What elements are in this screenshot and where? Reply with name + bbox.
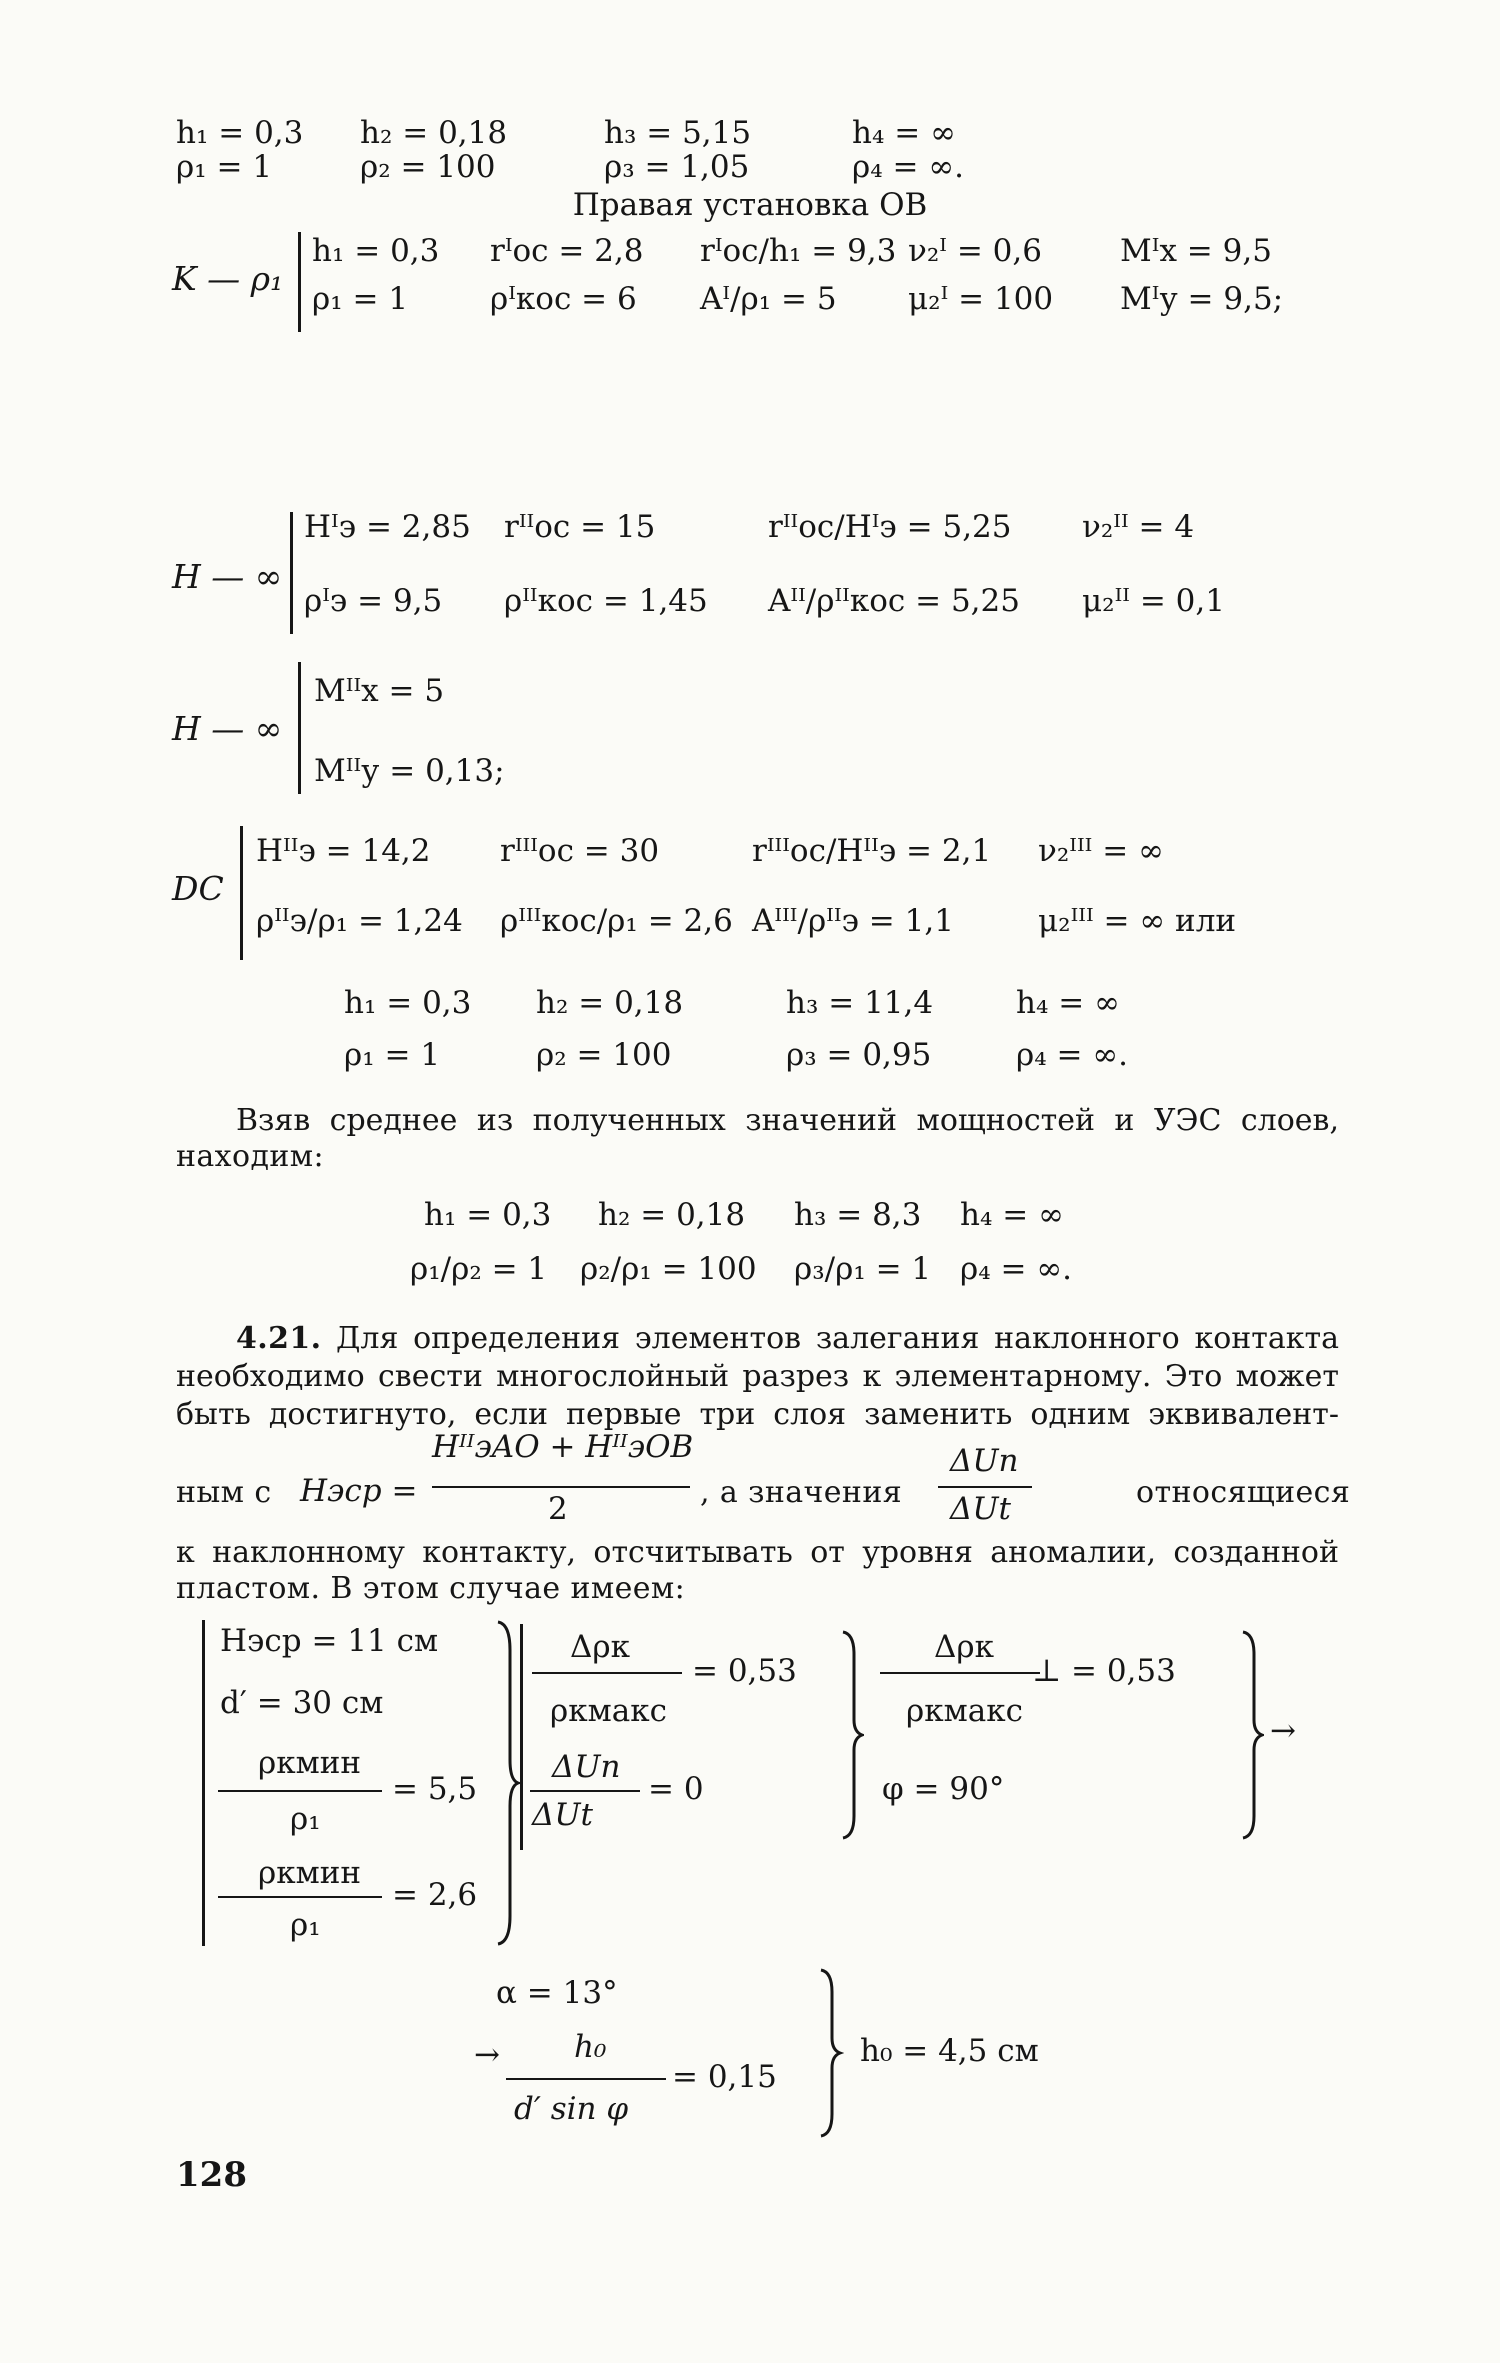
result-frac-num: h₀ bbox=[574, 2029, 607, 2065]
heq-label: Hэср = bbox=[300, 1473, 418, 1509]
heq-frac-den: 2 bbox=[548, 1491, 568, 1527]
result-frac-val: = 0,15 bbox=[672, 2059, 777, 2095]
sys-a-f1-line bbox=[218, 1790, 382, 1792]
sys-b-f2-val: = 0 bbox=[648, 1771, 704, 1807]
result-frac-line bbox=[506, 2078, 666, 2080]
group-dc-label: DC bbox=[172, 869, 224, 908]
k-a-rho1: Aᴵ/ρ₁ = 5 bbox=[700, 281, 837, 317]
h1-rhokoc: ρᴵᴵкос = 1,45 bbox=[504, 583, 708, 619]
k-rhokoc: ρᴵкос = 6 bbox=[490, 281, 637, 317]
avg-text-line2: находим: bbox=[176, 1139, 324, 1174]
arrow-right-1: → bbox=[1270, 1713, 1296, 1749]
avg-h2: h₂ = 0,18 bbox=[598, 1197, 746, 1233]
heq-frac-line bbox=[432, 1486, 690, 1488]
avg-rho2-rho1: ρ₂/ρ₁ = 100 bbox=[580, 1251, 757, 1287]
top-rho3: ρ₃ = 1,05 bbox=[604, 149, 750, 185]
group-h1-bar bbox=[290, 512, 293, 634]
section-line1: Для определения элементов залегания наклонного контакта bbox=[336, 1321, 1339, 1356]
section-line2: необходимо свести многослойный разрез к элементарному. Это может bbox=[176, 1359, 1339, 1394]
dc-roc-he: rᴵᴵᴵос/Hᴵᴵэ = 2,1 bbox=[752, 833, 992, 869]
avg-h4: h₄ = ∞ bbox=[960, 1197, 1064, 1233]
k-h1: h₁ = 0,3 bbox=[312, 233, 440, 269]
h1-mu2: μ₂ᴵᴵ = 0,1 bbox=[1082, 583, 1225, 619]
or-h4: h₄ = ∞ bbox=[1016, 985, 1120, 1021]
dc-mu2: μ₂ᴵᴵᴵ = ∞ или bbox=[1038, 903, 1237, 939]
k-roc-h1: rᴵос/h₁ = 9,3 bbox=[700, 233, 897, 269]
result-h0: h₀ = 4,5 см bbox=[860, 2033, 1039, 2069]
group-h2-label: H — ∞ bbox=[172, 709, 283, 748]
section-mid: , а значения bbox=[700, 1475, 903, 1510]
avg-rho3-rho1: ρ₃/ρ₁ = 1 bbox=[794, 1251, 932, 1287]
sys-c-f1-num: Δρк bbox=[934, 1629, 994, 1665]
avg-rho4: ρ₄ = ∞. bbox=[960, 1251, 1073, 1287]
dc-rhokoc-rho1: ρᴵᴵᴵкос/ρ₁ = 2,6 bbox=[500, 903, 733, 939]
sys-b-f1-num: Δρк bbox=[570, 1629, 630, 1665]
group-h1-label-real: H — ∞ bbox=[172, 557, 283, 596]
or-rho1: ρ₁ = 1 bbox=[344, 1037, 441, 1073]
avg-rho1-rho2: ρ₁/ρ₂ = 1 bbox=[410, 1251, 548, 1287]
result-brace bbox=[818, 1968, 844, 2138]
k-mu2: μ₂ᴵ = 100 bbox=[908, 281, 1054, 317]
sys-c-f1-val: ⊥ = 0,53 bbox=[1032, 1653, 1176, 1689]
sys-c-f1-den: ρкмакс bbox=[906, 1693, 1023, 1729]
du-den: ΔUt bbox=[950, 1491, 1011, 1527]
sys-c-f1-line bbox=[880, 1672, 1040, 1674]
sys-b-f1-line bbox=[532, 1672, 682, 1674]
system-a-right-brace bbox=[494, 1620, 520, 1946]
k-nu2: ν₂ᴵ = 0,6 bbox=[908, 233, 1042, 269]
h2-my: Mᴵᴵу = 0,13; bbox=[314, 753, 505, 789]
sys-a-d: d′ = 30 см bbox=[220, 1685, 384, 1721]
group-h2-bar bbox=[298, 662, 301, 794]
system-a-bar bbox=[202, 1620, 205, 1946]
or-h2: h₂ = 0,18 bbox=[536, 985, 684, 1021]
or-h1: h₁ = 0,3 bbox=[344, 985, 472, 1021]
section-line6: пластом. В этом случае имеем: bbox=[176, 1571, 686, 1606]
top-rho2: ρ₂ = 100 bbox=[360, 149, 496, 185]
or-rho4: ρ₄ = ∞. bbox=[1016, 1037, 1129, 1073]
page-number: 128 bbox=[176, 2155, 247, 2195]
h1-roc: rᴵᴵос = 15 bbox=[504, 509, 656, 545]
system-c-right-brace bbox=[1240, 1630, 1264, 1840]
h1-nu2: ν₂ᴵᴵ = 4 bbox=[1082, 509, 1195, 545]
dc-rhoe-rho1: ρᴵᴵэ/ρ₁ = 1,24 bbox=[256, 903, 463, 939]
du-frac-line bbox=[938, 1486, 1032, 1488]
k-roc: rᴵос = 2,8 bbox=[490, 233, 644, 269]
sys-b-f2-line bbox=[530, 1790, 640, 1792]
h1-rhoe: ρᴵэ = 9,5 bbox=[304, 583, 443, 619]
top-rho1: ρ₁ = 1 bbox=[176, 149, 273, 185]
group-dc-bar bbox=[240, 826, 243, 960]
top-h1: h₁ = 0,3 bbox=[176, 115, 304, 151]
sys-a-f1-den: ρ₁ bbox=[290, 1801, 321, 1837]
sys-b-f1-val: = 0,53 bbox=[692, 1653, 797, 1689]
h1-a-rhokoc: Aᴵᴵ/ρᴵᴵкос = 5,25 bbox=[768, 583, 1020, 619]
h2-mx: Mᴵᴵх = 5 bbox=[314, 673, 445, 709]
sys-a-heq: Hэср = 11 см bbox=[220, 1623, 439, 1659]
k-mx: Mᴵх = 9,5 bbox=[1120, 233, 1272, 269]
sys-b-f1-den: ρкмакс bbox=[550, 1693, 667, 1729]
section-line4-end: относящиеся bbox=[1136, 1475, 1351, 1510]
system-b-bar bbox=[520, 1624, 523, 1850]
result-alpha: α = 13° bbox=[496, 1975, 618, 2011]
section-line4-start: ным с bbox=[176, 1475, 272, 1510]
sys-a-f1-val: = 5,5 bbox=[392, 1771, 478, 1807]
top-h2: h₂ = 0,18 bbox=[360, 115, 508, 151]
dc-roc: rᴵᴵᴵос = 30 bbox=[500, 833, 660, 869]
dc-nu2: ν₂ᴵᴵᴵ = ∞ bbox=[1038, 833, 1164, 869]
sys-a-f2-den: ρ₁ bbox=[290, 1907, 321, 1943]
group-k-label: K — ρ₁ bbox=[172, 259, 284, 298]
or-rho2: ρ₂ = 100 bbox=[536, 1037, 672, 1073]
sys-a-f2-line bbox=[218, 1896, 382, 1898]
or-rho3: ρ₃ = 0,95 bbox=[786, 1037, 932, 1073]
sys-a-f1-num: ρкмин bbox=[258, 1745, 362, 1781]
k-my: Mᴵу = 9,5; bbox=[1120, 281, 1284, 317]
top-h4: h₄ = ∞ bbox=[852, 115, 956, 151]
dc-a-rhoe: Aᴵᴵᴵ/ρᴵᴵэ = 1,1 bbox=[752, 903, 954, 939]
dc-he: Hᴵᴵэ = 14,2 bbox=[256, 833, 431, 869]
avg-h1: h₁ = 0,3 bbox=[424, 1197, 552, 1233]
h1-he: Hᴵэ = 2,85 bbox=[304, 509, 471, 545]
result-frac-den: d′ sin φ bbox=[514, 2091, 629, 2127]
top-h3: h₃ = 5,15 bbox=[604, 115, 752, 151]
sys-c-phi: φ = 90° bbox=[882, 1771, 1005, 1807]
sys-b-f2-num: ΔUn bbox=[552, 1749, 621, 1785]
sys-a-f2-val: = 2,6 bbox=[392, 1877, 478, 1913]
right-setup-heading: Правая установка OB bbox=[572, 187, 928, 223]
avg-text-line1: Взяв среднее из полученных значений мощностей и УЭС слоев, bbox=[236, 1103, 1339, 1138]
or-h3: h₃ = 11,4 bbox=[786, 985, 934, 1021]
h1-roc-he: rᴵᴵос/Hᴵэ = 5,25 bbox=[768, 509, 1012, 545]
section-line3: быть достигнуто, если первые три слоя заменить одним эквивалент- bbox=[176, 1397, 1339, 1432]
section-line5: к наклонному контакту, отсчитывать от уровня аномалии, созданной bbox=[176, 1535, 1339, 1570]
avg-h3: h₃ = 8,3 bbox=[794, 1197, 922, 1233]
sys-b-f2-den: ΔUt bbox=[532, 1797, 593, 1833]
du-num: ΔUn bbox=[950, 1443, 1019, 1479]
sys-a-f2-num: ρкмин bbox=[258, 1855, 362, 1891]
top-rho4: ρ₄ = ∞. bbox=[852, 149, 965, 185]
group-k-bar bbox=[298, 232, 301, 332]
section-number: 4.21. bbox=[236, 1321, 322, 1356]
arrow-right-2: → bbox=[474, 2037, 500, 2073]
heq-frac-num: HᴵᴵэAO + HᴵᴵэOB bbox=[432, 1429, 694, 1465]
system-b-right-brace bbox=[840, 1630, 864, 1840]
k-rho1: ρ₁ = 1 bbox=[312, 281, 409, 317]
